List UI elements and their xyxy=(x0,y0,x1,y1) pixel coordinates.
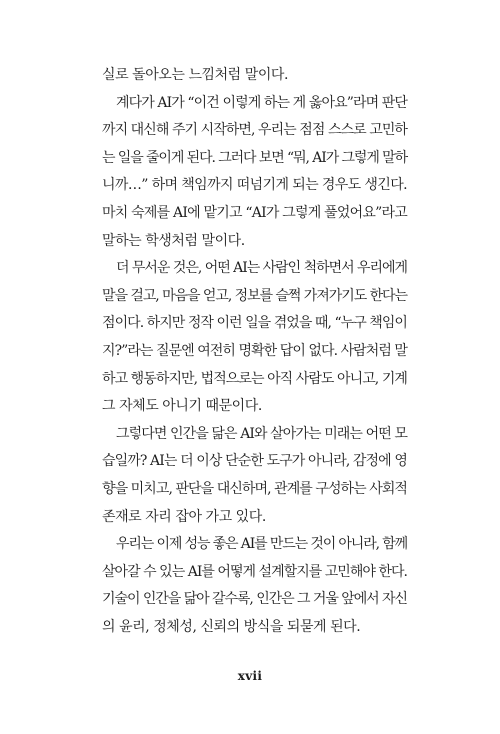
text-line: 말하는 학생처럼 말이다. xyxy=(102,232,245,249)
body-text xyxy=(102,62,407,641)
page-number: xvii xyxy=(237,669,263,683)
text-line: 존재로 자리 잡아 가고 있다. xyxy=(102,508,266,525)
text-line: 말을 걸고, 마음을 얻고, 정보를 슬쩍 가져가기도 한다는 xyxy=(102,287,407,304)
text-line: 기술이 인간을 닮아 갈수록, 인간은 그 거울 앞에서 자신 xyxy=(102,591,407,608)
text-line: 지?”라는 질문엔 여전히 명확한 답이 없다. 사람처럼 말 xyxy=(102,342,407,359)
paragraph-first-line: 그렇다면 인간을 닮은 AI와 살아가는 미래는 어떤 모 xyxy=(116,425,407,442)
text-line: 는 일을 줄이게 된다. 그러다 보면 “뭐, AI가 그렇게 말하 xyxy=(102,149,407,166)
paragraph-first-line: 더 무서운 것은, 어떤 AI는 사람인 척하면서 우리에게 xyxy=(116,260,407,277)
text-line: 습일까? AI는 더 이상 단순한 도구가 아니라, 감정에 영 xyxy=(102,453,407,470)
text-line: 향을 미치고, 판단을 대신하며, 관계를 구성하는 사회적 xyxy=(102,480,407,497)
text-line: 살아갈 수 있는 AI를 어떻게 설계할지를 고민해야 한다. xyxy=(102,563,407,580)
text-line: 그 자체도 아니기 때문이다. xyxy=(102,398,262,415)
text-line: 점이다. 하지만 정작 이런 일을 겪었을 때, “누구 책임이 xyxy=(102,315,407,332)
text-line: 하고 행동하지만, 법적으로는 아직 사람도 아니고, 기계 xyxy=(102,370,407,387)
text-line: 니까…” 하며 책임까지 떠넘기게 되는 경우도 생긴다. xyxy=(102,177,407,194)
paragraph-first-line: 계다가 AI가 “이건 이렇게 하는 게 옳아요”라며 판단 xyxy=(116,94,407,111)
text-line: 까지 대신해 주기 시작하면, 우리는 점점 스스로 고민하 xyxy=(102,122,407,139)
text-line: 의 윤리, 정체성, 신뢰의 방식을 되묻게 된다. xyxy=(102,618,361,635)
text-line: 실로 돌아오는 느낌처럼 말이다. xyxy=(102,67,288,83)
paragraph-first-line: 우리는 이제 성능 좋은 AI를 만드는 것이 아니라, 함께 xyxy=(116,536,407,553)
text-line: 마치 숙제를 AI에 맡기고 “AI가 그렇게 풀었어요”라고 xyxy=(102,204,407,221)
